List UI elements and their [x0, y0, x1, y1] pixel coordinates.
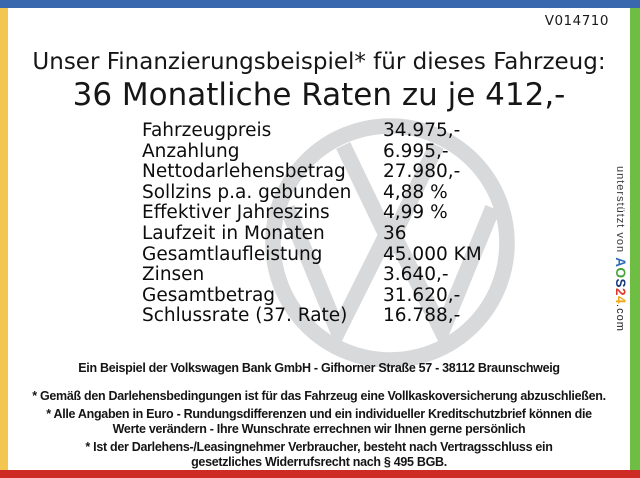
table-row	[142, 162, 482, 183]
footnote-withdrawal-right: * Ist der Darlehens-/Leasingnehmer Verbraucher, besteht nach Vertragsschluss ein gesetzliches Widerrufsrecht nach § 495 BGB.	[85, 440, 553, 469]
table-row	[142, 142, 482, 163]
headline-rate: 36 Monatliche Raten zu je 412,-	[72, 76, 566, 113]
frame-bar-right	[630, 8, 640, 470]
row-label: Zinsen	[142, 264, 205, 286]
table-row	[142, 203, 482, 224]
bank-address-line: Ein Beispiel der Volkswagen Bank GmbH - Gifhorner Straße 57 - 38112 Braunschweig	[78, 361, 560, 375]
row-value: 6.995,-	[383, 140, 449, 162]
footnote-euro-values: * Alle Angaben in Euro - Rundungsdifferenzen und ein individueller Kreditschutzbrief können die Werte verändern - Ihre Wunschrate errechnen wir Ihnen gerne persönlich	[46, 407, 592, 436]
headline-line1: Unser Finanzierungsbeispiel* für dieses Fahrzeug:	[32, 49, 606, 75]
frame-bar-top	[0, 0, 640, 8]
table-row	[142, 286, 482, 307]
row-label: Sollzins p.a. gebunden	[142, 181, 352, 203]
side-credit-suffix: .com	[614, 304, 626, 332]
row-label: Fahrzeugpreis	[142, 120, 272, 141]
row-value: 4,88 %	[383, 181, 448, 203]
table-row	[142, 245, 482, 266]
side-credit-prefix: unterstützt von	[614, 166, 626, 258]
aos24-logo: AOS24	[613, 257, 628, 305]
table-row	[142, 121, 482, 142]
table-row	[142, 183, 482, 204]
table-row	[142, 224, 482, 245]
row-label: Laufzeit in Monaten	[142, 222, 325, 244]
row-label: Gesamtbetrag	[142, 284, 276, 306]
row-value: 45.000 KM	[383, 243, 482, 265]
reference-code: V014710	[544, 13, 609, 29]
table-row	[142, 306, 482, 327]
frame-bar-bottom	[0, 470, 640, 478]
row-label: Gesamtlaufleistung	[142, 243, 323, 265]
row-value: 3.640,-	[383, 264, 449, 286]
row-value: 16.788,-	[383, 305, 461, 327]
row-label: Schlussrate (37. Rate)	[142, 305, 348, 327]
row-value: 27.980,-	[383, 161, 461, 183]
row-value: 4,99 %	[383, 202, 448, 224]
table-row	[142, 265, 482, 286]
row-label: Anzahlung	[142, 140, 240, 162]
row-value: 36	[383, 222, 407, 244]
frame-bar-left	[0, 8, 8, 470]
row-value: 31.620,-	[383, 284, 461, 306]
headline-block	[10, 50, 628, 112]
side-credit	[613, 166, 628, 332]
row-label: Effektiver Jahreszins	[142, 202, 330, 224]
row-label: Nettodarlehensbetrag	[142, 161, 346, 183]
footnote-insurance: * Gemäß den Darlehensbedingungen ist für das Fahrzeug eine Vollkaskoversicherung abzuschließen.	[32, 389, 606, 403]
row-value: 34.975,-	[383, 120, 461, 141]
finance-table	[142, 121, 482, 327]
